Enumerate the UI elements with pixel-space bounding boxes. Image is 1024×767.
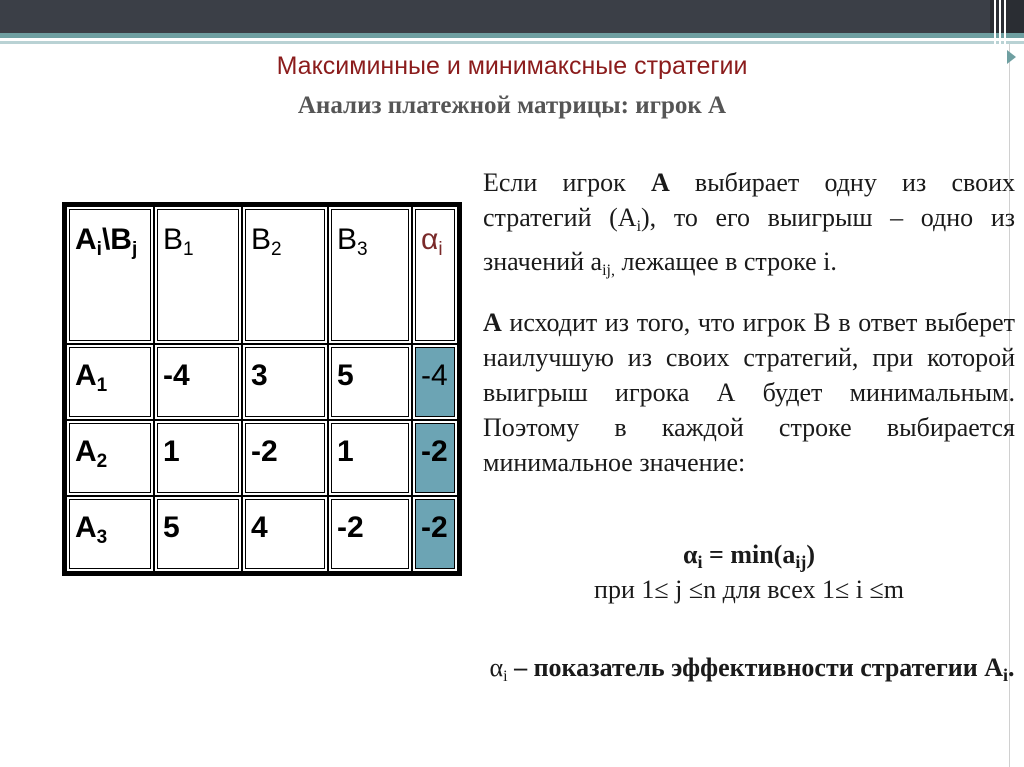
header-b2-sub: 2 (271, 239, 282, 260)
header-b3: B (337, 223, 358, 256)
header-b3-sub: 3 (357, 239, 368, 260)
p1-text-2: выбирает одну из своих стратегий (А (483, 168, 1015, 232)
row-label-cell (66, 496, 154, 572)
decor-stripes (994, 0, 1008, 44)
matrix-cell: 4 (242, 496, 328, 572)
alpha-cell: -2 (412, 420, 458, 496)
header-b1-sub: 1 (183, 239, 194, 260)
header-b1: B (163, 223, 184, 256)
p1-text: Если игрок (483, 168, 651, 197)
matrix-table (65, 205, 459, 573)
p1-sub-ij: ij, (602, 262, 615, 279)
accent-line-light (0, 41, 1024, 44)
row-label-cell (66, 344, 154, 420)
header-alpha-sub: i (438, 239, 443, 260)
row-label-sub: 1 (96, 375, 108, 396)
matrix-row (66, 420, 458, 496)
p2-player-a: А (483, 308, 502, 337)
paragraph-reasoning (483, 305, 1015, 480)
matrix-row (66, 496, 458, 572)
matrix-cell: -2 (328, 496, 412, 572)
matrix-cell: 5 (154, 496, 242, 572)
row-label-sub: 3 (96, 527, 108, 548)
matrix-cell: -4 (154, 344, 242, 420)
p3-sub-i-2: i (1003, 665, 1009, 685)
slide-subtitle: Анализ платежной матрицы: игрок А (297, 92, 727, 119)
payoff-matrix (62, 202, 462, 576)
matrix-cell: 5 (328, 344, 412, 420)
p1-text-4: лежащее в строке i. (614, 247, 837, 276)
p3-sub-i: i (503, 668, 508, 685)
formula-alpha-symbol: α (682, 540, 698, 569)
header-alpha: α (421, 223, 439, 256)
p1-sub-i: i (636, 218, 642, 235)
top-bar (0, 0, 1024, 33)
formula-alpha (483, 540, 1015, 573)
p3-text: – показатель эффективности стратегии А (507, 653, 1003, 682)
header-corner-rest: \B (101, 223, 132, 256)
header-corner-sub2: j (131, 239, 138, 260)
formula-condition: при 1≤ j ≤n для всех 1≤ i ≤m (594, 575, 904, 604)
formula-close: ) (806, 540, 816, 569)
matrix-cell: -2 (242, 420, 328, 496)
row-label-cell (66, 420, 154, 496)
header-corner-cell (66, 206, 154, 344)
header-corner-sub: i (96, 239, 102, 260)
row-label: A (75, 435, 97, 468)
matrix-cell: 1 (328, 420, 412, 496)
formula-sub-ij: ij (795, 552, 807, 572)
alpha-cell: -2 (412, 496, 458, 572)
header-alpha-cell (412, 206, 458, 344)
header-b3-cell (328, 206, 412, 344)
p1-text-3: ), то его выигрыш – одно из значений a (483, 203, 1015, 276)
slide-title: Максиминные и минимаксные стратегии (276, 52, 748, 80)
header-corner-main: A (75, 223, 97, 256)
header-b2: B (251, 223, 272, 256)
header-b2-cell (242, 206, 328, 344)
matrix-cell: 1 (154, 420, 242, 496)
header-b1-cell (154, 206, 242, 344)
paragraph-definition (483, 650, 1015, 694)
matrix-header-row (66, 206, 458, 344)
alpha-cell: -4 (412, 344, 458, 420)
p3-alpha: α (489, 653, 504, 682)
row-label-sub: 2 (96, 451, 108, 472)
paragraph-choice (483, 165, 1015, 288)
row-label: A (75, 359, 97, 392)
row-label: A (75, 511, 97, 544)
matrix-row (66, 344, 458, 420)
matrix-cell: 3 (242, 344, 328, 420)
p3-period: . (1008, 653, 1015, 682)
formula-min: = min(a (702, 540, 796, 569)
p2-text: исходит из того, что игрок В в ответ выберет наилучшую из своих стратегий, при которой выигрыш игрока А будет минимальным. Поэтому в каждой строке выбирается минимальное значение: (483, 308, 1015, 477)
p1-player-a: А (650, 168, 670, 197)
formula-sub-i: i (697, 552, 703, 572)
